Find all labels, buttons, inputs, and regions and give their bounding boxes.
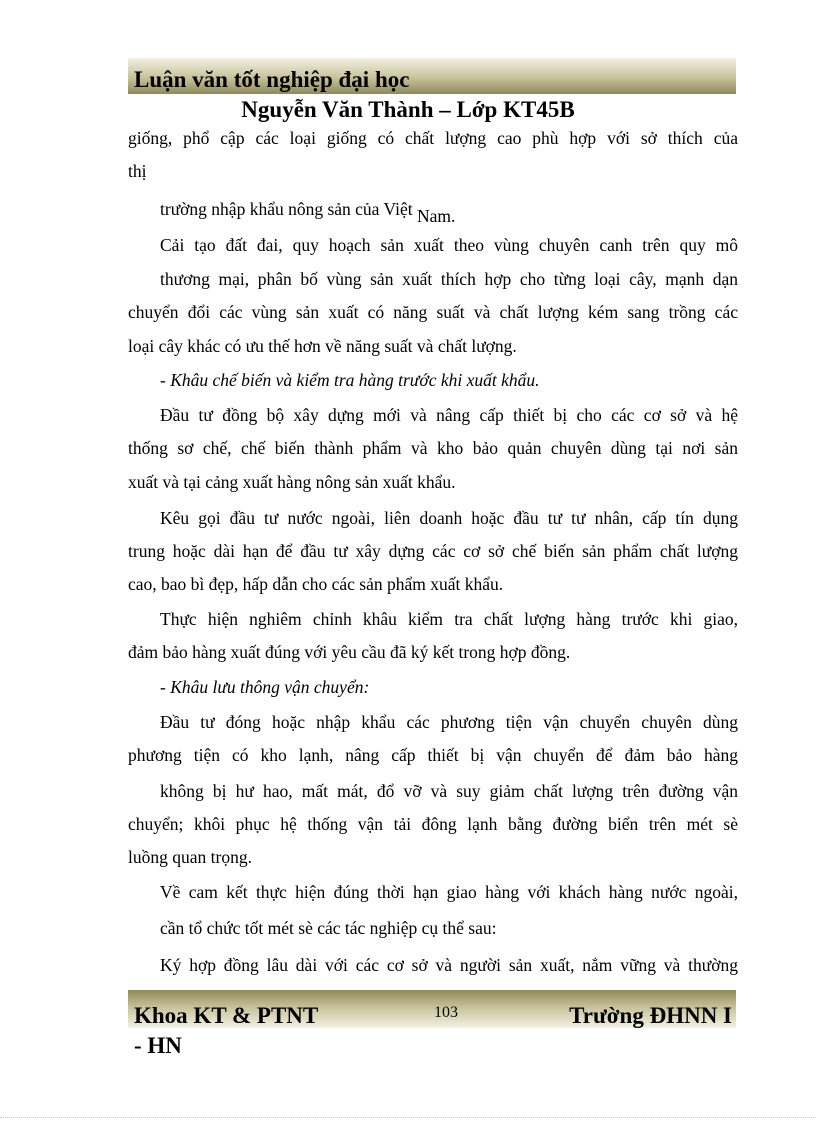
footer-faculty: Khoa KT & PTNT bbox=[134, 1003, 319, 1028]
body-line: luồng quan trọng. bbox=[128, 847, 252, 867]
body-line: thị bbox=[128, 161, 147, 181]
body-line: trung hoặc dài hạn để đầu tư xây dựng các cơ sở chế biến sản phẩm chất lượng bbox=[128, 541, 738, 561]
body-line: Kêu gọi đầu tư nước ngoài, liên doanh hoặc đầu tư tư nhân, cấp tín dụng bbox=[160, 508, 738, 528]
page-edge-divider bbox=[0, 1117, 816, 1118]
section-heading: - Khâu lưu thông vận chuyển: bbox=[160, 677, 370, 697]
header-title: Luận văn tốt nghiệp đại học bbox=[134, 67, 410, 92]
body-line: giống, phổ cập các loại giống có chất lượng cao phù hợp với sở thích của bbox=[128, 128, 738, 148]
page-number: 103 bbox=[434, 1004, 458, 1021]
body-line: cần tổ chức tốt mét sè các tác nghiệp cụ thể sau: bbox=[160, 918, 497, 938]
body-line: Cải tạo đất đai, quy hoạch sản xuất theo vùng chuyên canh trên quy mô bbox=[160, 235, 738, 255]
body-line: xuất và tại cảng xuất hàng nông sản xuất khẩu. bbox=[128, 472, 456, 492]
body-line: Đầu tư đồng bộ xây dựng mới và nâng cấp thiết bị cho các cơ sở và hệ bbox=[160, 405, 738, 425]
header-author: Nguyễn Văn Thành – Lớp KT45B bbox=[241, 97, 575, 122]
body-line: loại cây khác có ưu thế hơn về năng suất và chất lượng. bbox=[128, 336, 517, 356]
body-line: thống sơ chế, chế biến thành phẩm và kho bảo quản chuyên dùng tại nơi sản bbox=[128, 438, 738, 458]
body-line: Thực hiện nghiêm chỉnh khâu kiểm tra chất lượng hàng trước khi giao, bbox=[160, 609, 738, 629]
body-line: Đầu tư đóng hoặc nhập khẩu các phương tiện vận chuyển chuyên dùng bbox=[160, 712, 738, 732]
section-heading: - Khâu chế biến và kiểm tra hàng trước khi xuất khẩu. bbox=[160, 370, 540, 390]
body-line: chuyển đổi các vùng sản xuất có năng suất và chất lượng kém sang trồng các bbox=[128, 302, 738, 322]
body-line bbox=[160, 198, 456, 226]
body-text: trường nhập khẩu nông sản của Việt bbox=[160, 199, 413, 219]
footer-university: Trường ĐHNN I bbox=[569, 1003, 732, 1028]
body-line: không bị hư hao, mất mát, đổ vỡ và suy giảm chất lượng trên đường vận bbox=[160, 781, 738, 801]
body-line: thương mại, phân bố vùng sản xuất thích hợp cho từng loại cây, mạnh dạn bbox=[160, 269, 738, 289]
body-line: phương tiện có kho lạnh, nâng cấp thiết bị vận chuyển để đảm bảo hàng bbox=[128, 745, 738, 765]
body-line: đảm bảo hàng xuất đúng với yêu cầu đã ký kết trong hợp đồng. bbox=[128, 642, 571, 662]
body-line: Ký hợp đồng lâu dài với các cơ sở và người sản xuất, nắm vững và thường bbox=[160, 955, 738, 975]
footer-university-cont: - HN bbox=[134, 1033, 182, 1058]
body-line: Về cam kết thực hiện đúng thời hạn giao hàng với khách hàng nước ngoài, bbox=[160, 882, 738, 902]
body-line: chuyển; khôi phục hệ thống vận tải đông lạnh bằng đường biển trên mét sè bbox=[128, 814, 738, 834]
body-text: Nam. bbox=[416, 206, 456, 226]
body-line: cao, bao bì đẹp, hấp dẫn cho các sản phẩm xuất khẩu. bbox=[128, 574, 504, 594]
